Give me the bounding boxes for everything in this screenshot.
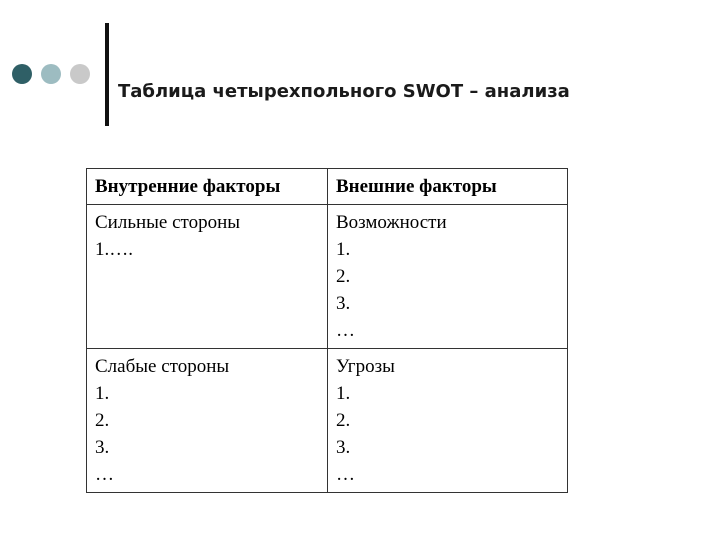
header-external-factors: Внешние факторы <box>328 169 568 205</box>
threats-item: 2. <box>336 410 351 431</box>
threats-item: 3. <box>336 437 351 458</box>
cell-threats <box>328 349 568 493</box>
strengths-item: 1.…. <box>95 239 133 260</box>
cell-weaknesses <box>87 349 328 493</box>
weaknesses-item: 2. <box>95 410 110 431</box>
opportunities-label: Возможности <box>336 212 447 233</box>
opportunities-item: 1. <box>336 239 351 260</box>
strengths-label: Сильные стороны <box>95 212 241 233</box>
opportunities-item: … <box>336 320 355 341</box>
weaknesses-item: 1. <box>95 383 110 404</box>
weaknesses-item: … <box>95 464 114 485</box>
opportunities-item: 2. <box>336 266 351 287</box>
swot-table <box>86 168 568 493</box>
header-internal-factors: Внутренние факторы <box>87 169 328 205</box>
decorative-dot-teal <box>41 64 61 84</box>
weaknesses-label: Слабые стороны <box>95 356 230 377</box>
cell-strengths <box>87 205 328 349</box>
cell-opportunities <box>328 205 568 349</box>
opportunities-item: 3. <box>336 293 351 314</box>
threats-label: Угрозы <box>336 356 395 377</box>
decorative-dot-gray <box>70 64 90 84</box>
weaknesses-item: 3. <box>95 437 110 458</box>
decorative-dot-dark <box>12 64 32 84</box>
title-divider <box>105 23 109 126</box>
slide-title: Таблица четырехпольного SWOT – анализа <box>118 81 570 102</box>
table-header-row <box>87 169 568 205</box>
table-row <box>87 205 568 349</box>
table-row <box>87 349 568 493</box>
threats-item: … <box>336 464 355 485</box>
threats-item: 1. <box>336 383 351 404</box>
